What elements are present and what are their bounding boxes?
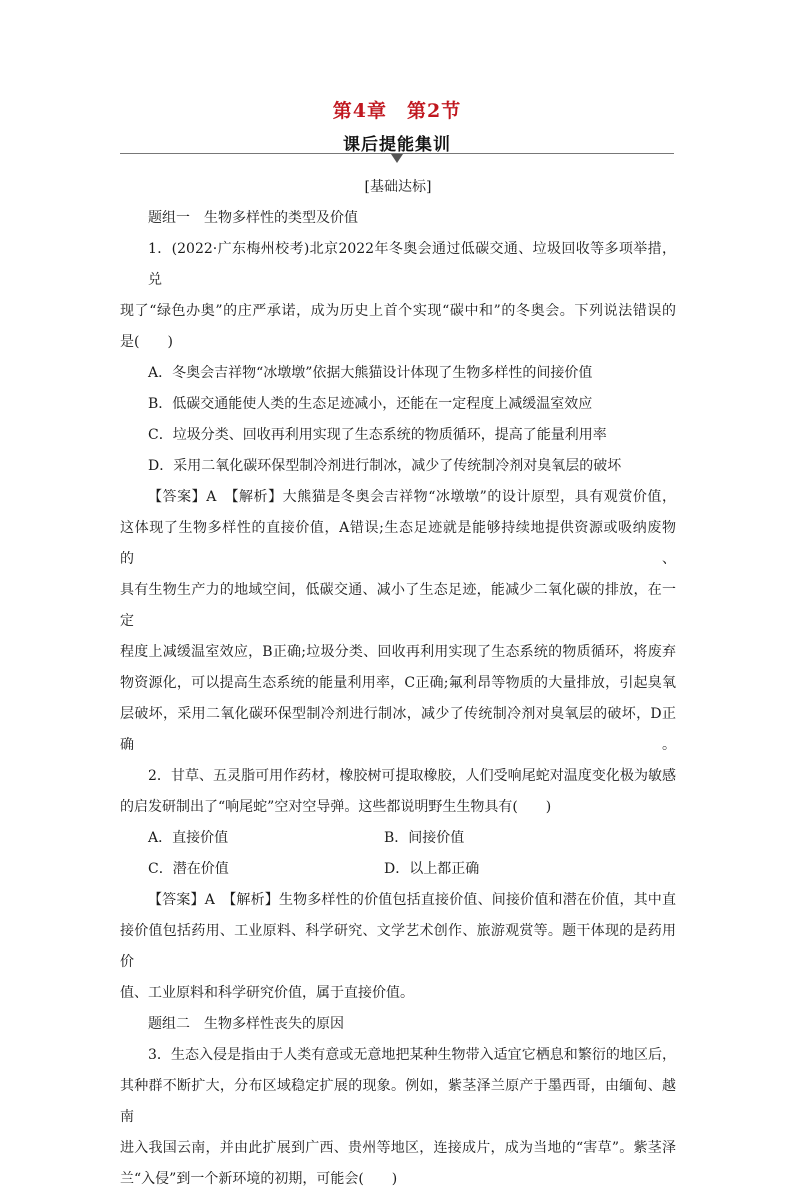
answer-text: 层破坏，采用二氧化碳环保型制冷剂进行制冰，减少了传统制冷剂对臭氧层的破坏，D正确。 (120, 706, 676, 753)
option-d: D．采用二氧化碳环保型制冷剂进行制冰，减少了传统制冷剂对臭氧层的破坏 (148, 458, 622, 474)
option-c: C．潜在价值 (148, 861, 229, 877)
question-stem: 2．甘草、五灵脂可用作药材，橡胶树可提取橡胶，人们受响尾蛇对温度变化极为敏感 (148, 768, 676, 784)
question-stem: 是( ) (120, 334, 173, 350)
answer-text: 具有生物生产力的地域空间，低碳交通、减小了生态足迹，能减少二氧化碳的排放，在一定 (120, 582, 676, 629)
group-title: 题组二 生物多样性丧失的原因 (148, 1016, 344, 1032)
question-stem: 1．(2022·广东梅州校考)北京2022年冬奥会通过低碳交通、垃圾回收等多项举措，兑 (148, 241, 676, 288)
option-a: A．直接价值 (148, 830, 229, 846)
option-a: A．冬奥会吉祥物“冰墩墩”依据大熊猫设计体现了生物多样性的间接价值 (148, 365, 593, 381)
question-stem: 其种群不断扩大，分布区域稳定扩展的现象。例如，紫茎泽兰原产于墨西哥，由缅甸、越南 (120, 1078, 676, 1125)
question-stem: 3．生态入侵是指由于人类有意或无意地把某种生物带入适宜它栖息和繁衍的地区后， (148, 1047, 676, 1063)
section-label: [基础达标] (364, 179, 432, 195)
answer-text: 【答案】A 【解析】大熊猫是冬奥会吉祥物“冰墩墩”的设计原型，具有观赏价值， (148, 489, 676, 505)
question-stem: 现了“绿色办奥”的庄严承诺，成为历史上首个实现“碳中和”的冬奥会。下列说法错误的 (120, 303, 676, 319)
document-body (120, 172, 676, 1195)
answer-text: 【答案】A 【解析】生物多样性的价值包括直接价值、间接价值和潜在价值，其中直 (148, 892, 676, 908)
answer-text: 值、工业原料和科学研究价值，属于直接价值。 (120, 985, 414, 1001)
answer-text: 程度上减缓温室效应，B正确;垃圾分类、回收再利用实现了生态系统的物质循环，将废弃 (120, 644, 676, 660)
divider-arrow-icon (391, 154, 403, 163)
option-c: C．垃圾分类、回收再利用实现了生态系统的物质循环，提高了能量利用率 (148, 427, 607, 443)
option-d: D．以上都正确 (384, 861, 480, 877)
question-stem: 进入我国云南，并由此扩展到广西、贵州等地区，连接成片，成为当地的“害草”。紫茎泽 (120, 1140, 676, 1156)
page-subtitle: 课后提能集训 (343, 135, 451, 155)
answer-text: 物资源化，可以提高生态系统的能量利用率，C正确;氟利昂等物质的大量排放，引起臭氧 (120, 675, 676, 691)
options-row (120, 854, 676, 885)
answer-text: 接价值包括药用、工业原料、科学研究、文学艺术创作、旅游观赏等。题干体现的是药用价 (120, 923, 676, 970)
group-title: 题组一 生物多样性的类型及价值 (148, 210, 358, 226)
question-stem: 的启发研制出了“响尾蛇”空对空导弹。这些都说明野生生物具有( ) (120, 799, 552, 815)
option-b: B．低碳交通能使人类的生态足迹减小，还能在一定程度上减缓温室效应 (148, 396, 593, 412)
answer-text: 这体现了生物多样性的直接价值，A错误;生态足迹就是能够持续地提供资源或吸纳废物的、 (120, 520, 676, 567)
option-b: B．间接价值 (384, 830, 465, 846)
chapter-title: 第4章 第2节 (332, 100, 462, 122)
question-stem: 兰“入侵”到一个新环境的初期，可能会( ) (120, 1171, 398, 1187)
options-row (120, 823, 676, 854)
